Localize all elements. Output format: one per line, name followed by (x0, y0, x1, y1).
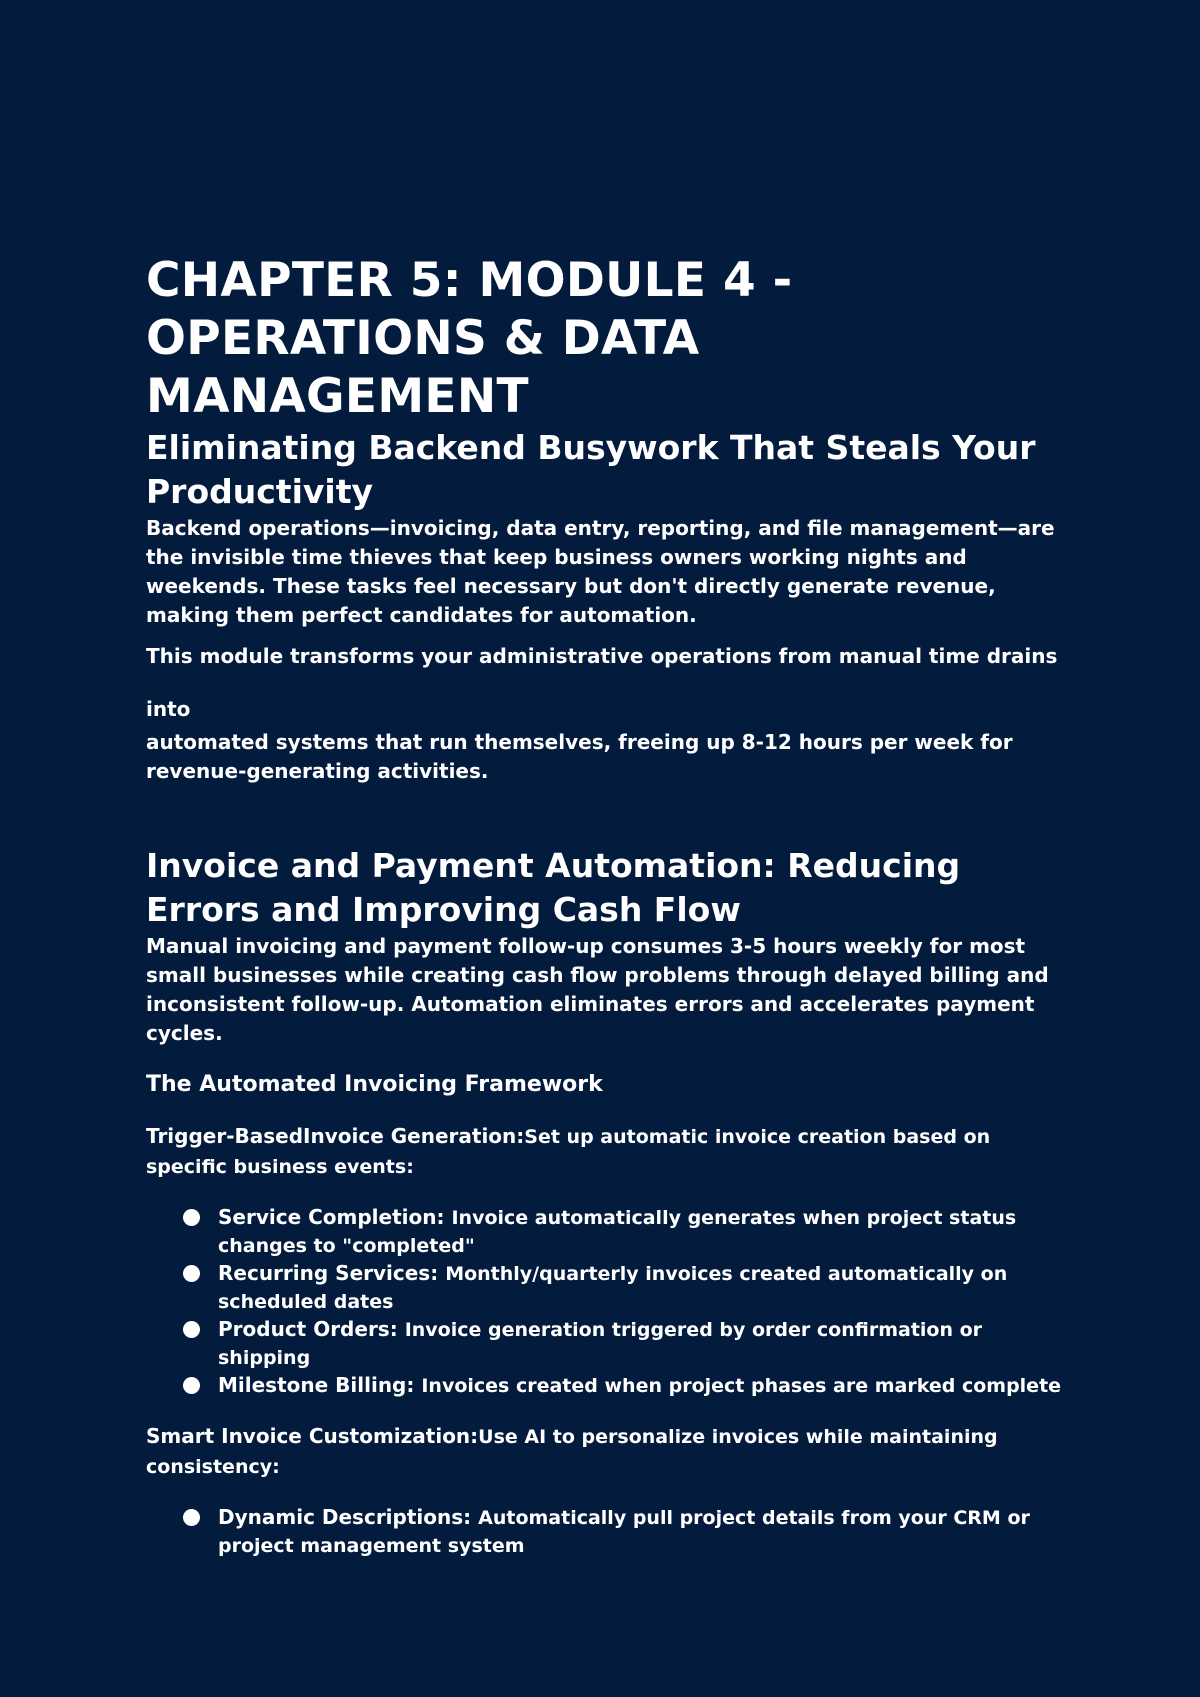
list-item-label: Dynamic Descriptions: (218, 1505, 472, 1529)
intro-paragraph-2b: into (146, 697, 191, 721)
trigger-text: Set up automatic invoice creation based on specific business events: (146, 1126, 991, 1178)
spacer (146, 1100, 1076, 1122)
list-item (146, 1260, 1076, 1316)
spacer (146, 1048, 1076, 1070)
list-item (146, 1204, 1076, 1260)
list-item-label: Service Completion: (218, 1205, 445, 1229)
spacer (146, 1400, 1076, 1422)
chapter-title: CHAPTER 5: MODULE 4 - OPERATIONS & DATA MANAGEMENT (146, 253, 793, 424)
intro-paragraph-2a: This module transforms your administrative operations from manual time drains (146, 644, 1058, 668)
trigger-paragraph (146, 1122, 1076, 1182)
trigger-list (146, 1204, 1076, 1400)
list-item-label: Product Orders: (218, 1317, 398, 1341)
spacer (146, 1482, 1076, 1504)
list-item-text: Monthly/quarterly invoices created automatically on scheduled dates (218, 1263, 1008, 1313)
bullet-icon (183, 1321, 200, 1338)
smart-text: Use AI to personalize invoices while maintaining consistency: (146, 1426, 998, 1478)
list-item-label: Recurring Services: (218, 1261, 439, 1285)
chapter-subtitle: Eliminating Backend Busywork That Steals Your Productivity (146, 428, 1036, 511)
list-item (146, 1504, 1076, 1560)
bullet-icon (183, 1209, 200, 1226)
smart-paragraph (146, 1422, 1076, 1482)
list-item-text: Invoices created when project phases are marked complete (421, 1375, 1062, 1397)
list-item-text: Automatically pull project details from your CRM or project management system (218, 1507, 1030, 1557)
list-item (146, 1316, 1076, 1372)
smart-label: Smart Invoice Customization: (146, 1424, 479, 1448)
framework-heading: The Automated Invoicing Framework (146, 1072, 603, 1097)
list-item-text: Invoice automatically generates when project status changes to "completed" (218, 1207, 1017, 1257)
trigger-label: Trigger-BasedInvoice Generation: (146, 1124, 525, 1148)
spacer (146, 671, 1076, 695)
list-item-text: Invoice generation triggered by order confirmation or shipping (218, 1319, 983, 1369)
intro-paragraph-1: Backend operations—invoicing, data entry, reporting, and file management—are the invisible time thieves that keep business owners working nights and weekends. These tasks feel necessary but don't directly generate revenue, making them perfect candidates for automation. (146, 516, 1055, 627)
spacer (146, 786, 1076, 844)
list-item-label: Milestone Billing: (218, 1373, 415, 1397)
bullet-icon (183, 1265, 200, 1282)
smart-list (146, 1504, 1076, 1560)
document-content (146, 252, 1076, 1560)
list-item (146, 1372, 1076, 1400)
spacer (146, 1182, 1076, 1204)
bullet-icon (183, 1377, 200, 1394)
invoice-section-heading: Invoice and Payment Automation: Reducing Errors and Improving Cash Flow (146, 846, 961, 929)
invoice-section-intro: Manual invoicing and payment follow-up consumes 3-5 hours weekly for most small businesses while creating cash flow problems through delayed billing and inconsistent follow-up. Automation eliminates errors and accelerates payment cycles. (146, 934, 1049, 1045)
spacer (146, 630, 1076, 642)
bullet-icon (183, 1509, 200, 1526)
intro-paragraph-2c: automated systems that run themselves, freeing up 8-12 hours per week for revenue-generating activities. (146, 730, 1013, 783)
